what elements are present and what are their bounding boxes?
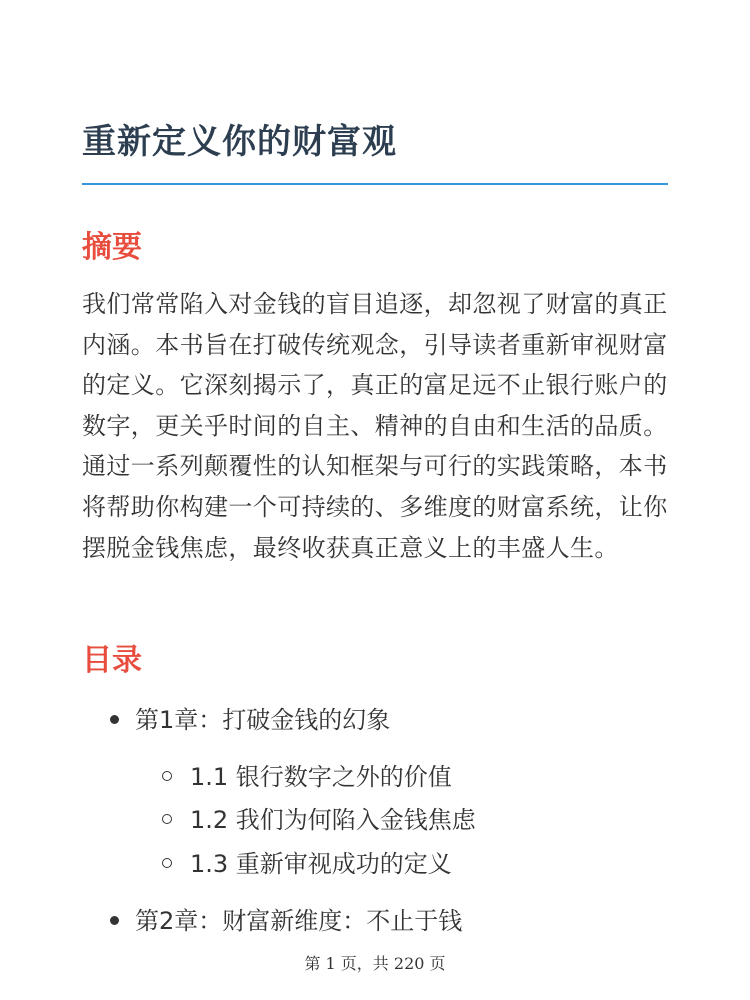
toc-section-1-2[interactable] bbox=[162, 800, 476, 835]
hollow-bullet-icon bbox=[162, 858, 172, 868]
toc-section-1-2-label: 1.2 我们为何陷入金钱焦虑 bbox=[190, 806, 476, 834]
toc-section-1-1[interactable] bbox=[162, 757, 452, 792]
hollow-bullet-icon bbox=[162, 814, 172, 824]
toc-chapter-2[interactable] bbox=[110, 901, 462, 936]
page-indicator: 第 1 页，共 220 页 bbox=[304, 954, 446, 973]
abstract-heading: 摘要 bbox=[82, 230, 142, 265]
toc-chapter-1-label: 第1章：打破金钱的幻象 bbox=[135, 706, 391, 734]
toc-section-1-3[interactable] bbox=[162, 844, 452, 879]
title-divider bbox=[82, 183, 668, 185]
toc-chapter-1[interactable] bbox=[110, 700, 390, 735]
document-title: 重新定义你的财富观 bbox=[82, 122, 397, 162]
abstract-paragraph: 我们常常陷入对金钱的盲目追逐，却忽视了财富的真正内涵。本书旨在打破传统观念，引导读者重新审视财富的定义。它深刻揭示了，真正的富足远不止银行账户的数字，更关乎时间的自主、精神的自由和生活的品质。通过一系列颠覆性的认知框架与可行的实践策略，本书将帮助你构建一个可持续的、多维度的财富系统，让你摆脱金钱焦虑，最终收获真正意义上的丰盛人生。 bbox=[82, 290, 668, 562]
bullet-icon bbox=[110, 916, 119, 925]
hollow-bullet-icon bbox=[162, 771, 172, 781]
toc-chapter-2-label: 第2章：财富新维度：不止于钱 bbox=[135, 907, 463, 935]
toc-section-1-3-label: 1.3 重新审视成功的定义 bbox=[190, 850, 452, 878]
bullet-icon bbox=[110, 715, 119, 724]
toc-heading: 目录 bbox=[82, 643, 142, 678]
toc-section-1-1-label: 1.1 银行数字之外的价值 bbox=[190, 763, 452, 791]
